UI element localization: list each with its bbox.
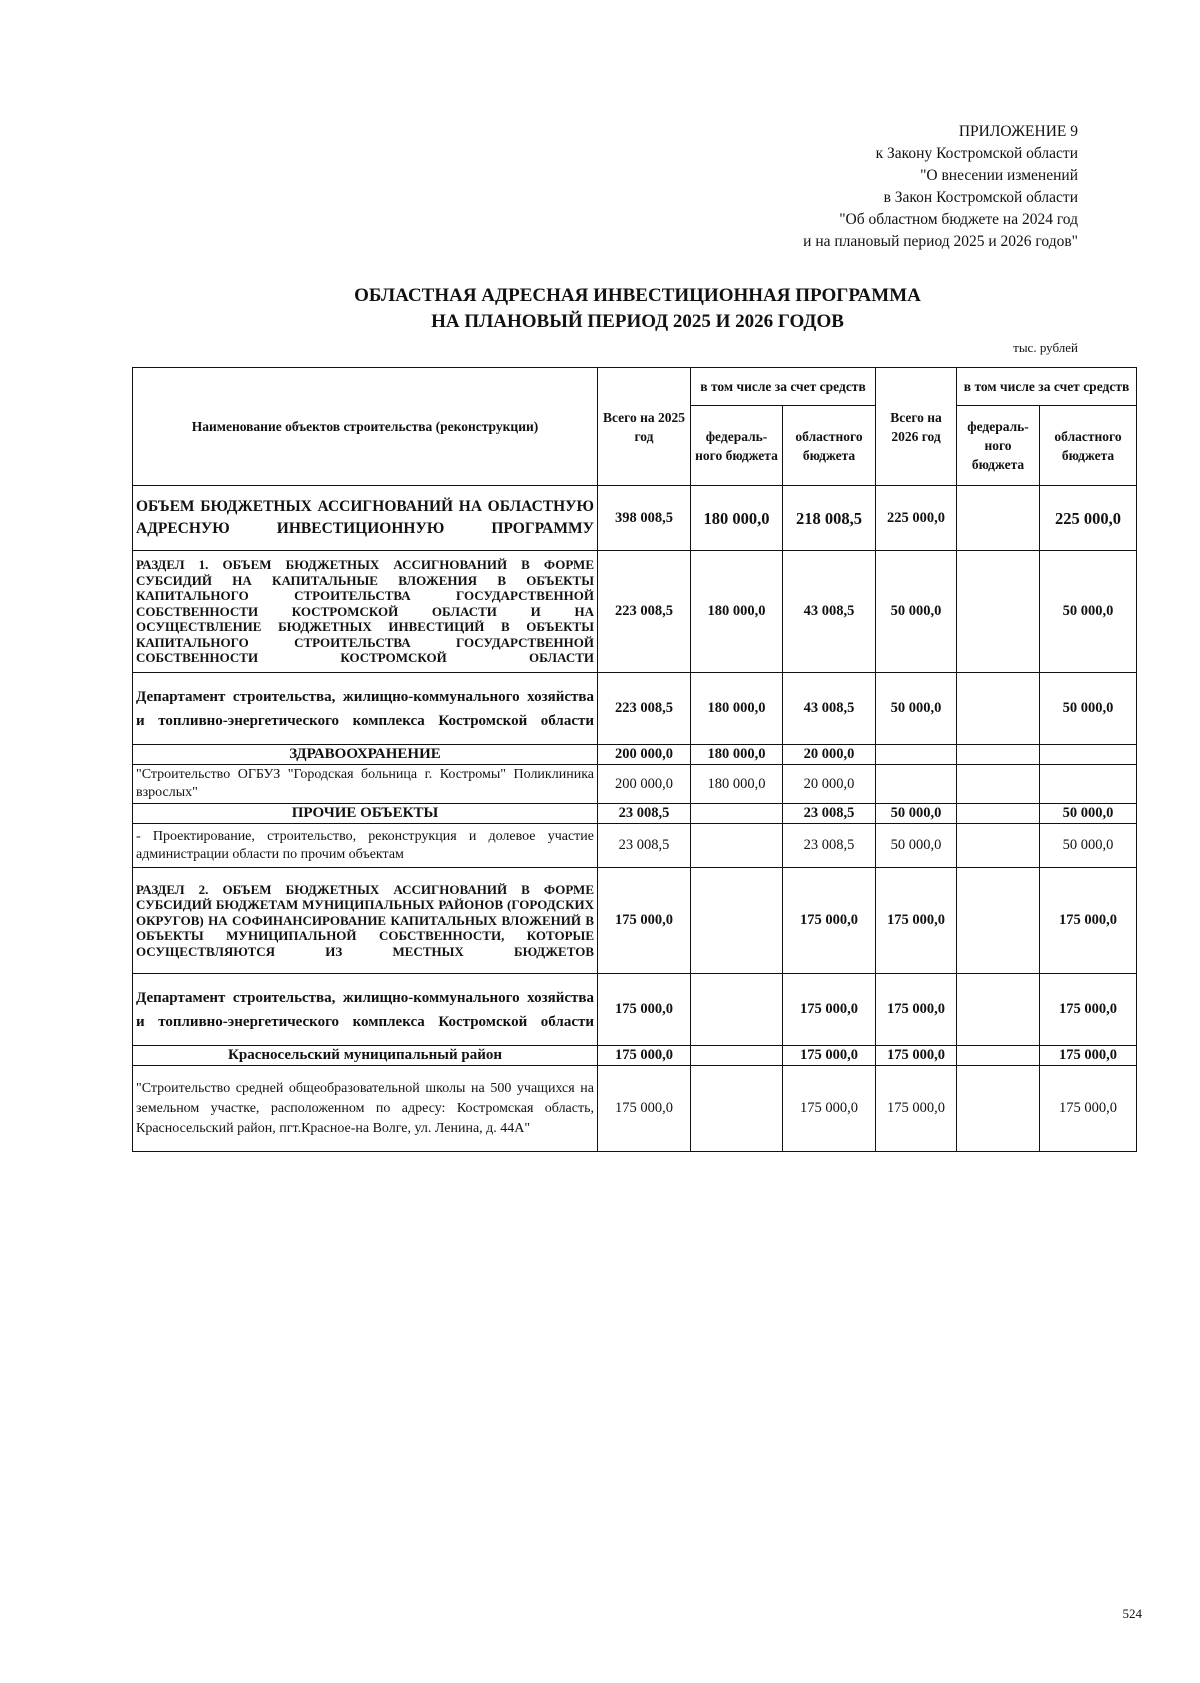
cell-total-2025: 223 008,5 [598,551,691,673]
row-name: Красносельский муниципальный район [133,1046,598,1066]
cell-reg-2025: 175 000,0 [783,1066,876,1152]
cell-fed-2025 [691,824,783,868]
cell-fed-2025: 180 000,0 [691,486,783,551]
cell-total-2026: 175 000,0 [876,1066,957,1152]
cell-total-2026 [876,745,957,765]
table-row [133,1046,1137,1066]
cell-fed-2026 [957,974,1040,1046]
row-name: РАЗДЕЛ 1. ОБЪЕМ БЮДЖЕТНЫХ АССИГНОВАНИЙ В ФОРМЕ СУБСИДИЙ НА КАПИТАЛЬНЫЕ ВЛОЖЕНИЯ В ОБЪЕКТЫ КАПИТАЛЬНОГО СТРОИТЕЛЬСТВА ГОСУДАРСТВЕННОЙ СОБСТВЕННОСТИ КОСТРОМСКОЙ ОБЛАСТИ И НА ОСУЩЕСТВЛЕНИЕ БЮДЖЕТНЫХ ИНВЕСТИЦИЙ В ОБЪЕКТЫ КАПИТАЛЬНОГО СТРОИТЕЛЬСТВА ГОСУДАРСТВЕННОЙ СОБСТВЕННОСТИ КОСТРОМСКОЙ ОБЛАСТИ [133,551,598,673]
row-name: Департамент строительства, жилищно-коммунального хозяйства и топливно-энергетического комплекса Костромской области [133,974,598,1046]
document-title [0,283,1200,335]
cell-fed-2026 [957,486,1040,551]
table-row [133,804,1137,824]
cell-total-2026: 175 000,0 [876,1046,957,1066]
cell-fed-2026 [957,673,1040,745]
cell-fed-2025: 180 000,0 [691,765,783,804]
row-name: - Проектирование, строительство, реконструкция и долевое участие администрации области по прочим объектам [133,824,598,868]
cell-fed-2025 [691,868,783,974]
header-fed-2026: федераль-ного бюджета [957,406,1040,486]
cell-fed-2025 [691,1066,783,1152]
cell-reg-2025: 43 008,5 [783,551,876,673]
cell-total-2025: 23 008,5 [598,804,691,824]
appendix-line: в Закон Костромской области [883,189,1078,206]
page-number: 524 [1122,1606,1142,1621]
appendix-line: к Закону Костромской области [875,145,1078,162]
cell-total-2026: 175 000,0 [876,868,957,974]
investment-table [132,367,1137,1152]
appendix-block [803,121,1078,253]
cell-reg-2026: 225 000,0 [1040,486,1137,551]
cell-total-2026 [876,765,957,804]
cell-total-2025: 200 000,0 [598,765,691,804]
header-incl-2025: в том числе за счет средств [691,368,876,406]
cell-total-2026: 50 000,0 [876,551,957,673]
row-name: "Строительство ОГБУЗ "Городская больница г. Костромы" Поликлиника взрослых" [133,765,598,804]
cell-total-2026: 175 000,0 [876,974,957,1046]
cell-reg-2025: 43 008,5 [783,673,876,745]
row-name: ПРОЧИЕ ОБЪЕКТЫ [133,804,598,824]
cell-fed-2026 [957,1046,1040,1066]
cell-total-2025: 175 000,0 [598,1046,691,1066]
cell-total-2025: 175 000,0 [598,1066,691,1152]
cell-reg-2025: 218 008,5 [783,486,876,551]
header-total-2026: Всего на 2026 год [876,368,957,486]
cell-total-2025: 223 008,5 [598,673,691,745]
cell-reg-2026: 50 000,0 [1040,673,1137,745]
cell-reg-2026: 175 000,0 [1040,868,1137,974]
cell-fed-2025: 180 000,0 [691,673,783,745]
header-reg-2025: областного бюджета [783,406,876,486]
cell-fed-2026 [957,745,1040,765]
table-row [133,745,1137,765]
header-incl-2026: в том числе за счет средств [957,368,1137,406]
cell-fed-2025 [691,804,783,824]
table-row [133,974,1137,1046]
table-row [133,486,1137,551]
cell-fed-2025 [691,974,783,1046]
cell-reg-2025: 175 000,0 [783,974,876,1046]
cell-reg-2025: 175 000,0 [783,1046,876,1066]
cell-fed-2026 [957,824,1040,868]
cell-reg-2025: 23 008,5 [783,824,876,868]
title-line-1: ОБЛАСТНАЯ АДРЕСНАЯ ИНВЕСТИЦИОННАЯ ПРОГРАММА [354,285,921,306]
table-row [133,1066,1137,1152]
cell-total-2026: 50 000,0 [876,804,957,824]
cell-reg-2026: 175 000,0 [1040,974,1137,1046]
row-name: "Строительство средней общеобразовательной школы на 500 учащихся на земельном участке, расположенном по адресу: Костромская область, Красносельский район, пгт.Красное-на Волге, ул. Ленина, д. 44А" [133,1066,598,1152]
cell-total-2025: 398 008,5 [598,486,691,551]
cell-fed-2025 [691,1046,783,1066]
cell-total-2026: 50 000,0 [876,824,957,868]
cell-fed-2025: 180 000,0 [691,551,783,673]
table-row [133,824,1137,868]
cell-fed-2025: 180 000,0 [691,745,783,765]
appendix-line: "Об областном бюджете на 2024 год [839,211,1078,228]
header-fed-2025: федераль-ного бюджета [691,406,783,486]
cell-fed-2026 [957,765,1040,804]
header-name: Наименование объектов строительства (реконструкции) [133,368,598,486]
cell-reg-2026: 50 000,0 [1040,824,1137,868]
row-name: ОБЪЕМ БЮДЖЕТНЫХ АССИГНОВАНИЙ НА ОБЛАСТНУЮ АДРЕСНУЮ ИНВЕСТИЦИОННУЮ ПРОГРАММУ [133,486,598,551]
cell-reg-2026: 175 000,0 [1040,1066,1137,1152]
row-name: ЗДРАВООХРАНЕНИЕ [133,745,598,765]
cell-total-2025: 175 000,0 [598,974,691,1046]
cell-reg-2025: 175 000,0 [783,868,876,974]
unit-label: тыс. рублей [1013,340,1078,355]
header-total-2025: Всего на 2025 год [598,368,691,486]
cell-reg-2025: 20 000,0 [783,765,876,804]
appendix-line: ПРИЛОЖЕНИЕ 9 [958,123,1078,140]
cell-reg-2026: 175 000,0 [1040,1046,1137,1066]
table-row [133,868,1137,974]
cell-reg-2026 [1040,745,1137,765]
cell-reg-2025: 23 008,5 [783,804,876,824]
cell-total-2026: 50 000,0 [876,673,957,745]
cell-fed-2026 [957,1066,1040,1152]
row-name: Департамент строительства, жилищно-коммунального хозяйства и топливно-энергетического комплекса Костромской области [133,673,598,745]
cell-fed-2026 [957,551,1040,673]
header-row [133,368,1137,406]
row-name: РАЗДЕЛ 2. ОБЪЕМ БЮДЖЕТНЫХ АССИГНОВАНИЙ В ФОРМЕ СУБСИДИЙ БЮДЖЕТАМ МУНИЦИПАЛЬНЫХ РАЙОНОВ (ГОРОДСКИХ ОКРУГОВ) НА СОФИНАНСИРОВАНИЕ КАПИТАЛЬНЫХ ВЛОЖЕНИЙ В ОБЪЕКТЫ МУНИЦИПАЛЬНОЙ СОБСТВЕННОСТИ, КОТОРЫЕ ОСУЩЕСТВЛЯЮТСЯ ИЗ МЕСТНЫХ БЮДЖЕТОВ [133,868,598,974]
appendix-line: и на плановый период 2025 и 2026 годов" [803,233,1078,250]
cell-fed-2026 [957,804,1040,824]
cell-reg-2026: 50 000,0 [1040,551,1137,673]
appendix-line: "О внесении изменений [920,167,1078,184]
cell-total-2025: 200 000,0 [598,745,691,765]
cell-reg-2026 [1040,765,1137,804]
cell-total-2026: 225 000,0 [876,486,957,551]
cell-total-2025: 23 008,5 [598,824,691,868]
header-reg-2026: областного бюджета [1040,406,1137,486]
cell-reg-2025: 20 000,0 [783,745,876,765]
table-row [133,551,1137,673]
cell-reg-2026: 50 000,0 [1040,804,1137,824]
cell-total-2025: 175 000,0 [598,868,691,974]
title-line-2: НА ПЛАНОВЫЙ ПЕРИОД 2025 И 2026 ГОДОВ [431,311,844,332]
cell-fed-2026 [957,868,1040,974]
table-row [133,765,1137,804]
table-row [133,673,1137,745]
